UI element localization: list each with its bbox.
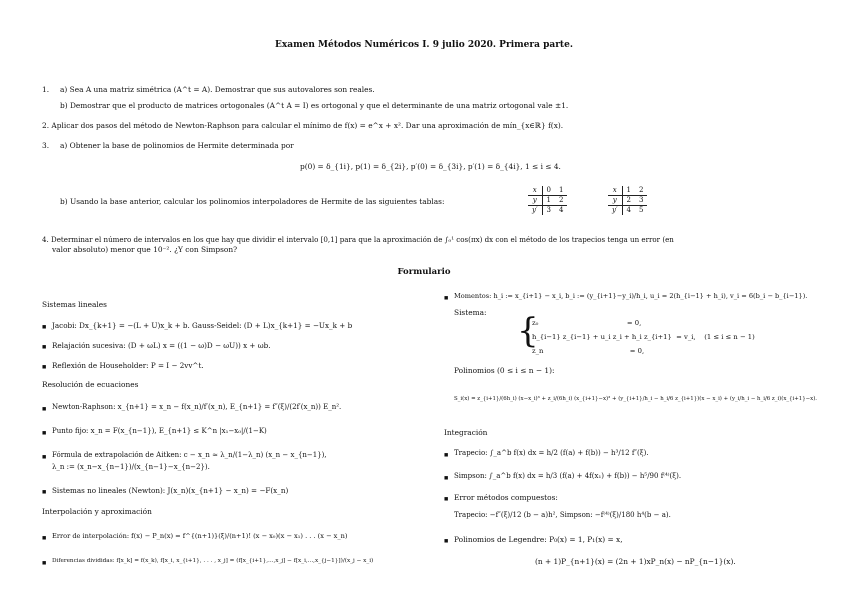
table-cell: 4: [559, 206, 564, 214]
formula-relajacion: ■ Relajación sucesiva: (D + ωL) x = ((1 − ω)D − ωU)) x + ωb.: [52, 341, 271, 350]
problem-1a: a) Sea A una matriz simétrica (A^t = A). Demostrar que sus autovalores son reales.: [60, 85, 375, 94]
problem-4-line-1: 4. Determinar el número de intervalos en los que hay que dividir el intervalo [0,1] para que la aproximación de ∫₀¹ cos(πx) dx con el método de los trapecios tenga un error (en: [42, 235, 674, 244]
problem-3b: b) Usando la base anterior, calcular los polinomios interpoladores de Hermite de las siguientes tablas:: [60, 197, 445, 206]
table-cell: 1: [555, 186, 567, 196]
table-cell: 5: [639, 206, 644, 214]
table-cell: x: [608, 186, 622, 196]
table-cell: y: [608, 196, 622, 206]
formula-householder: ■ Reflexión de Householder: P = I − 2vv^t.: [52, 361, 204, 370]
label-error-compuestos: ■ Error métodos compuestos:: [454, 493, 558, 502]
problem-3-number: 3.: [42, 141, 50, 150]
problem-3a: a) Obtener la base de polinomios de Hermite determinada por: [60, 141, 294, 150]
formula-simpson: ■ Simpson: ∫_a^b f(x) dx = h/3 (f(a) + 4f(x₁) + f(b)) − h⁵/90 f⁽⁴⁾(ξ).: [454, 472, 681, 481]
formula-aitken-lambda: λ_n := (x_n−x_{n−1})/(x_{n−1}−x_{n−2}).: [52, 463, 210, 471]
formula-error-compuestos: Trapecio: −f″(ξ)/12 (b − a)h², Simpson: −f⁽⁴⁾(ξ)/180 h⁴(b − a).: [454, 511, 671, 519]
table-cell: x: [528, 186, 542, 196]
formula-newton-raphson: ■ Newton-Raphson: x_{n+1} = x_n − f(x_n)/f′(x_n), E_{n+1} = f″(ξ)/(2f′(x_n)) E_n².: [52, 403, 341, 412]
section-sistemas-lineales: Sistemas lineales: [42, 300, 107, 309]
table-cell: 2: [555, 196, 567, 206]
label-sistema: Sistema:: [454, 308, 487, 317]
formula-punto-fijo: ■ Punto fijo: x_n = F(x_{n−1}), E_{n+1} ≤ K^n |x₁−x₀|/(1−K): [52, 427, 267, 436]
formula-jacobi: ■ Jacobi: Dx_{k+1} = −(L + U)x_k + b. Gauss-Seidel: (D + L)x_{k+1} = −Ux_k + b: [52, 321, 352, 330]
section-interpolacion: Interpolación y aproximación: [42, 507, 152, 516]
section-integracion: Integración: [444, 428, 488, 437]
formula-spline: S_i(x) = z_{i+1}/(6h_i) (x−x_i)³ + z_i/(6h_i) (x_{i+1}−x)³ + (y_{i+1}/h_i − h_i/6 z_{i+1})(x − x_i) + (y_i/h_i − h_i/6 z_i)(x_{i+1}−x).: [454, 396, 818, 402]
table-cell: y: [528, 196, 542, 206]
section-resolucion-ecuaciones: Resolución de ecuaciones: [42, 380, 139, 389]
system-brace: {: [517, 311, 539, 351]
hermite-table-2: [608, 186, 647, 215]
table-cell: 3: [635, 196, 647, 206]
table-cell: 0: [542, 186, 555, 196]
formula-momentos: ■ Momentos: h_i := x_{i+1} − x_i, b_i := (y_{i+1}−y_i)/h_i, u_i = 2(h_{i−1} + h_i), v_i = 6(b_i − b_{i−1}).: [454, 292, 807, 301]
hermite-table-1: [528, 186, 567, 215]
problem-3a-equation: p(0) = δ_{1i}, p(1) = δ_{2i}, p′(0) = δ_{3i}, p′(1) = δ_{4i}, 1 ≤ i ≤ 4.: [300, 162, 561, 171]
table-cell: 3: [546, 206, 552, 214]
table-cell: 1: [622, 186, 635, 196]
formulario-heading: Formulario: [397, 267, 451, 277]
table-cell: y′: [608, 206, 622, 216]
table-cell: 2: [622, 196, 635, 206]
problem-4-line-2: valor absoluto) menor que 10⁻². ¿Y con Simpson?: [52, 245, 238, 254]
exam-title: Examen Métodos Numéricos I. 9 julio 2020. Primera parte.: [275, 40, 573, 50]
formula-legendre: ■ Polinomios de Legendre: P₀(x) = 1, P₁(x) = x,: [454, 535, 623, 544]
table-cell: 2: [635, 186, 647, 196]
table-cell: y′: [528, 206, 542, 216]
formula-legendre-recurrence: (n + 1)P_{n+1}(x) = (2n + 1)xP_n(x) − nP_{n−1}(x).: [535, 557, 736, 566]
system-row-2: h_{i−1} z_{i−1} + u_i z_i + h_i z_{i+1} = v_i, (1 ≤ i ≤ n − 1): [532, 333, 755, 341]
system-row-3: z_n = 0,: [532, 347, 645, 355]
table-cell: 1: [542, 196, 555, 206]
table-cell: 4: [626, 206, 632, 214]
problem-1b: b) Demostrar que el producto de matrices ortogonales (A^t A = I) es ortogonal y que el determinante de una matriz ortogonal vale ±1.: [60, 101, 569, 110]
system-row-1: z₀ = 0,: [532, 319, 642, 327]
formula-sistemas-no-lineales: ■ Sistemas no lineales (Newton): J(x_n)(x_{n+1} − x_n) = −F(x_n): [52, 486, 288, 495]
formula-diferencias-divididas: ■ Diferencias divididas: f[x_k] = f(x_k), f[x_i, x_{i+1}, . . . , x_j] = (f[x_{i+1},...,x_j] − f[x_i,...,x_{j−1}])/(x_j − x_i): [52, 557, 373, 566]
formula-aitken: ■ Fórmula de extrapolación de Aitken: c − x_n ≈ λ_n/(1−λ_n) (x_n − x_{n−1}),: [52, 451, 327, 460]
problem-2: 2. Aplicar dos pasos del método de Newton-Raphson para calcular el mínimo de f(x) = e^x + x². Dar una aproximación de mín_{x∈ℝ} f(x).: [42, 121, 564, 130]
label-polinomios: Polinomios (0 ≤ i ≤ n − 1):: [454, 366, 555, 375]
formula-trapecio: ■ Trapecio: ∫_a^b f(x) dx = h/2 (f(a) + f(b)) − h³/12 f″(ξ).: [454, 449, 649, 458]
problem-1-number: 1.: [42, 85, 50, 94]
formula-error-interpolacion: ■ Error de interpolación: f(x) − P_n(x) = f^{(n+1)}(ξ)/(n+1)! (x − x₀)(x − x₁) . . . (x − x_n): [52, 532, 347, 541]
